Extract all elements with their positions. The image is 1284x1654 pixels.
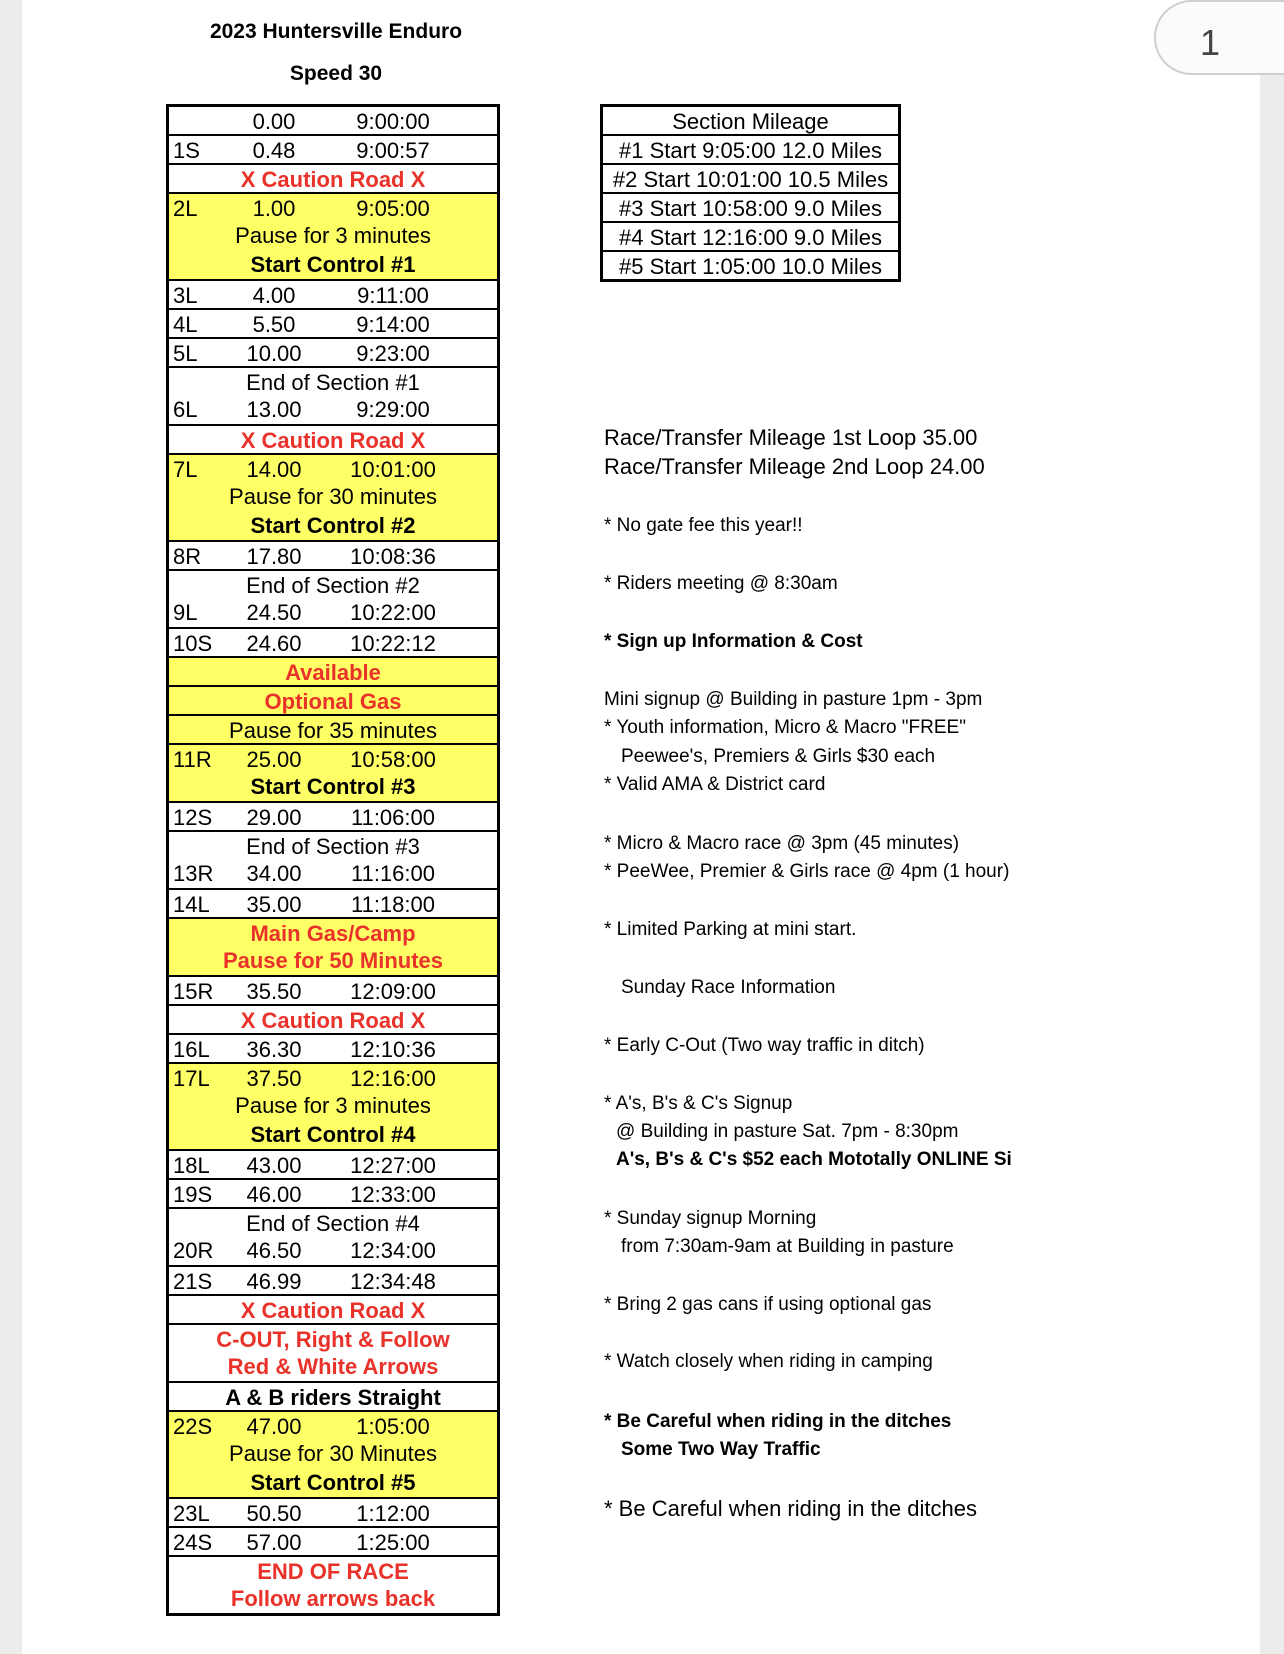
schedule-note: Start Control #5	[250, 1470, 416, 1495]
schedule-note: End of Section #1	[246, 370, 420, 395]
checkpoint-mileage: 46.50	[246, 1238, 302, 1263]
checkpoint-time: 9:14:00	[356, 312, 430, 337]
checkpoint-time: 9:11:00	[357, 283, 429, 308]
schedule-checkpoint-row	[169, 395, 497, 424]
youth-info-note: * Youth information, Micro & Macro "FREE"	[604, 717, 966, 738]
checkpoint-mileage: 10.00	[246, 341, 302, 366]
sunday-info-heading: Sunday Race Information	[621, 977, 836, 998]
document-title: 2023 Huntersville Enduro	[209, 20, 463, 43]
schedule-checkpoint-row	[169, 1265, 497, 1294]
schedule-note: Pause for 3 minutes	[235, 223, 431, 248]
schedule-note-row	[169, 1004, 497, 1033]
checkpoint-time: 10:22:00	[350, 600, 436, 625]
camping-note: * Watch closely when riding in camping	[604, 1351, 933, 1372]
schedule-checkpoint-row	[169, 801, 497, 830]
schedule-checkpoint-row	[169, 308, 497, 337]
peewee-race-note: * PeeWee, Premier & Girls race @ 4pm (1 hour)	[604, 861, 1010, 882]
checkpoint-mileage: 46.00	[246, 1182, 302, 1207]
schedule-note: End of Section #3	[246, 834, 420, 859]
checkpoint-time: 9:00:57	[356, 138, 430, 163]
schedule-note-row	[169, 830, 497, 859]
schedule-note-row	[169, 1584, 497, 1613]
checkpoint-mileage: 37.50	[246, 1066, 302, 1091]
checkpoint-code: 14L	[173, 892, 210, 917]
schedule-checkpoint-row	[169, 1033, 497, 1062]
section-mileage-row: #5 Start 1:05:00 10.0 Miles	[603, 250, 898, 279]
schedule-checkpoint-row	[169, 1062, 497, 1091]
checkpoint-time: 12:34:48	[350, 1269, 436, 1294]
checkpoint-time: 12:27:00	[350, 1153, 436, 1178]
checkpoint-code: 11R	[173, 747, 212, 772]
schedule-note-row	[169, 1207, 497, 1236]
schedule-note-row	[169, 1091, 497, 1120]
schedule-note-row	[169, 1323, 497, 1352]
schedule-checkpoint-row	[169, 1497, 497, 1526]
schedule-checkpoint-row	[169, 888, 497, 917]
sunday-signup-note: * Sunday signup Morning	[604, 1208, 817, 1229]
checkpoint-mileage: 14.00	[246, 457, 302, 482]
schedule-note-row	[169, 482, 497, 511]
checkpoint-code: 12S	[173, 805, 213, 830]
schedule-note: Red & White Arrows	[227, 1354, 439, 1379]
schedule-checkpoint-row	[169, 1236, 497, 1265]
checkpoint-code: 10S	[173, 631, 213, 656]
checkpoint-code: 24S	[173, 1530, 213, 1555]
abc-cost-note: A's, B's & C's $52 each Mototally ONLINE Si	[616, 1149, 1012, 1170]
checkpoint-time: 1:12:00	[356, 1501, 430, 1526]
checkpoint-mileage: 35.00	[246, 892, 302, 917]
checkpoint-time: 11:06:00	[350, 805, 435, 830]
checkpoint-code: 6L	[173, 397, 198, 422]
checkpoint-code: 16L	[173, 1037, 210, 1062]
checkpoint-time: 12:16:00	[350, 1066, 436, 1091]
schedule-note: Optional Gas	[264, 689, 402, 714]
checkpoint-mileage: 43.00	[246, 1153, 302, 1178]
schedule-checkpoint-row	[169, 1410, 497, 1439]
checkpoint-time: 10:01:00	[350, 457, 436, 482]
checkpoint-time: 12:33:00	[350, 1182, 436, 1207]
speed-label: Speed 30	[289, 62, 383, 85]
schedule-note: X Caution Road X	[240, 1298, 426, 1323]
checkpoint-mileage: 57.00	[246, 1530, 302, 1555]
schedule-checkpoint-row	[169, 540, 497, 569]
checkpoint-time: 9:29:00	[356, 397, 430, 422]
schedule-note: X Caution Road X	[240, 1008, 426, 1033]
checkpoint-code: 4L	[173, 312, 198, 337]
checkpoint-code: 19S	[173, 1182, 213, 1207]
schedule-note: END OF RACE	[257, 1559, 409, 1584]
checkpoint-code: 23L	[173, 1501, 210, 1526]
checkpoint-code: 13R	[173, 861, 214, 886]
schedule-note-row	[169, 221, 497, 250]
schedule-checkpoint-row	[169, 598, 497, 627]
schedule-note-row	[169, 1468, 497, 1497]
checkpoint-mileage: 46.99	[246, 1269, 302, 1294]
abc-location-note: @ Building in pasture Sat. 7pm - 8:30pm	[616, 1121, 959, 1142]
checkpoint-code: 17L	[173, 1066, 210, 1091]
schedule-checkpoint-row	[169, 859, 497, 888]
checkpoint-code: 1S	[173, 138, 200, 163]
parking-note: * Limited Parking at mini start.	[604, 919, 857, 940]
two-way-traffic-note: Some Two Way Traffic	[621, 1439, 821, 1460]
schedule-note: Available	[285, 660, 381, 685]
checkpoint-mileage: 35.50	[246, 979, 302, 1004]
schedule-note-row	[169, 1352, 497, 1381]
checkpoint-time: 9:00:00	[356, 109, 430, 134]
schedule-note: Pause for 30 minutes	[229, 484, 437, 509]
checkpoint-code: 3L	[173, 283, 198, 308]
checkpoint-time: 10:58:00	[350, 747, 436, 772]
schedule-checkpoint-row	[169, 192, 497, 221]
checkpoint-mileage: 24.50	[246, 600, 302, 625]
checkpoint-mileage: 25.00	[246, 747, 302, 772]
schedule-checkpoint-row	[169, 279, 497, 308]
checkpoint-time: 11:16:00	[350, 861, 435, 886]
checkpoint-code: 15R	[173, 979, 214, 1004]
schedule-note-row	[169, 1439, 497, 1468]
checkpoint-code: 21S	[173, 1269, 213, 1294]
checkpoint-code: 18L	[173, 1153, 210, 1178]
schedule-note-row	[169, 917, 497, 946]
schedule-note: A & B riders Straight	[225, 1385, 441, 1410]
schedule-checkpoint-row	[169, 743, 497, 772]
schedule-note: Start Control #4	[250, 1122, 416, 1147]
schedule-note: Pause for 30 Minutes	[229, 1441, 437, 1466]
gas-cans-note: * Bring 2 gas cans if using optional gas	[604, 1294, 932, 1315]
schedule-note-row	[169, 1294, 497, 1323]
schedule-note: Main Gas/Camp	[250, 921, 416, 946]
page-number: 1	[1200, 22, 1221, 63]
mini-signup-note: Mini signup @ Building in pasture 1pm - 3pm	[604, 689, 983, 710]
checkpoint-mileage: 24.60	[246, 631, 302, 656]
schedule-checkpoint-row	[169, 134, 497, 163]
schedule-note-row	[169, 569, 497, 598]
checkpoint-mileage: 0.48	[252, 138, 296, 163]
route-schedule-table	[166, 104, 500, 1616]
checkpoint-time: 10:08:36	[350, 544, 436, 569]
section-mileage-row: #3 Start 10:58:00 9.0 Miles	[603, 192, 898, 221]
schedule-checkpoint-row	[169, 1526, 497, 1555]
checkpoint-code: 2L	[173, 196, 198, 221]
schedule-checkpoint-row	[169, 107, 497, 134]
loop1-mileage: Race/Transfer Mileage 1st Loop 35.00	[604, 425, 978, 450]
ditches-warning: * Be Careful when riding in the ditches	[604, 1496, 977, 1521]
checkpoint-mileage: 17.80	[246, 544, 302, 569]
micro-race-note: * Micro & Macro race @ 3pm (45 minutes)	[604, 833, 960, 854]
schedule-note-row	[169, 656, 497, 685]
checkpoint-time: 12:10:36	[350, 1037, 436, 1062]
checkpoint-code: 7L	[173, 457, 198, 482]
loop2-mileage: Race/Transfer Mileage 2nd Loop 24.00	[604, 454, 985, 479]
schedule-note-row	[169, 366, 497, 395]
checkpoint-time: 9:05:00	[356, 196, 430, 221]
section-mileage-row: #1 Start 9:05:00 12.0 Miles	[603, 134, 898, 163]
schedule-note: Start Control #2	[250, 513, 416, 538]
checkpoint-code: 8R	[173, 544, 202, 569]
schedule-note: X Caution Road X	[240, 167, 426, 192]
checkpoint-mileage: 29.00	[246, 805, 302, 830]
schedule-note: Start Control #1	[250, 252, 416, 277]
checkpoint-time: 12:34:00	[350, 1238, 436, 1263]
schedule-note-row	[169, 511, 497, 540]
schedule-note-row	[169, 772, 497, 801]
checkpoint-mileage: 36.30	[246, 1037, 302, 1062]
checkpoint-time: 1:25:00	[356, 1530, 430, 1555]
schedule-checkpoint-row	[169, 1178, 497, 1207]
ama-card-note: * Valid AMA & District card	[604, 774, 826, 795]
schedule-note: Pause for 3 minutes	[235, 1093, 431, 1118]
checkpoint-mileage: 13.00	[246, 397, 302, 422]
checkpoint-mileage: 4.00	[252, 283, 296, 308]
checkpoint-mileage: 50.50	[246, 1501, 302, 1526]
schedule-note: Pause for 50 Minutes	[222, 948, 444, 973]
schedule-checkpoint-row	[169, 453, 497, 482]
checkpoint-time: 10:22:12	[350, 631, 436, 656]
section-mileage-row: #4 Start 12:16:00 9.0 Miles	[603, 221, 898, 250]
checkpoint-time: 9:23:00	[356, 341, 430, 366]
signup-header: * Sign up Information & Cost	[604, 631, 863, 652]
schedule-note-row	[169, 1381, 497, 1410]
schedule-note-row	[169, 163, 497, 192]
schedule-note: End of Section #4	[246, 1211, 420, 1236]
checkpoint-code: 9L	[173, 600, 198, 625]
section-mileage-row: #2 Start 10:01:00 10.5 Miles	[603, 163, 898, 192]
checkpoint-mileage: 0.00	[252, 109, 296, 134]
schedule-checkpoint-row	[169, 975, 497, 1004]
peewee-cost-note: Peewee's, Premiers & Girls $30 each	[621, 746, 936, 767]
schedule-note: End of Section #2	[246, 573, 420, 598]
checkpoint-mileage: 47.00	[246, 1414, 302, 1439]
schedule-note: Pause for 35 minutes	[229, 718, 437, 743]
ditches-warning-bold: * Be Careful when riding in the ditches	[604, 1411, 952, 1432]
checkpoint-mileage: 5.50	[252, 312, 296, 337]
schedule-checkpoint-row	[169, 627, 497, 656]
schedule-note-row	[169, 250, 497, 279]
section-mileage-header: Section Mileage	[672, 109, 829, 134]
schedule-note: Start Control #3	[250, 774, 416, 799]
gate-fee-note: * No gate fee this year!!	[604, 515, 803, 536]
schedule-note-row	[169, 424, 497, 453]
schedule-note: Follow arrows back	[230, 1586, 436, 1611]
schedule-note-row	[169, 685, 497, 714]
schedule-note: C-OUT, Right & Follow	[216, 1327, 450, 1352]
checkpoint-code: 22S	[173, 1414, 213, 1439]
schedule-checkpoint-row	[169, 337, 497, 366]
riders-meeting-note: * Riders meeting @ 8:30am	[604, 573, 838, 594]
checkpoint-time: 1:05:00	[356, 1414, 430, 1439]
checkpoint-time: 11:18:00	[350, 892, 435, 917]
early-cout-note: * Early C-Out (Two way traffic in ditch)	[604, 1035, 925, 1056]
schedule-note-row	[169, 946, 497, 975]
checkpoint-mileage: 34.00	[246, 861, 302, 886]
checkpoint-code: 20R	[173, 1238, 214, 1263]
abc-signup-note: * A's, B's & C's Signup	[604, 1093, 793, 1114]
checkpoint-mileage: 1.00	[252, 196, 296, 221]
schedule-note-row	[169, 714, 497, 743]
section-mileage-table	[600, 104, 901, 282]
checkpoint-time: 12:09:00	[350, 979, 436, 1004]
sunday-time-note: from 7:30am-9am at Building in pasture	[621, 1236, 954, 1257]
checkpoint-code: 5L	[173, 341, 198, 366]
schedule-checkpoint-row	[169, 1149, 497, 1178]
schedule-note: X Caution Road X	[240, 428, 426, 453]
schedule-note-row	[169, 1555, 497, 1584]
schedule-note-row	[169, 1120, 497, 1149]
